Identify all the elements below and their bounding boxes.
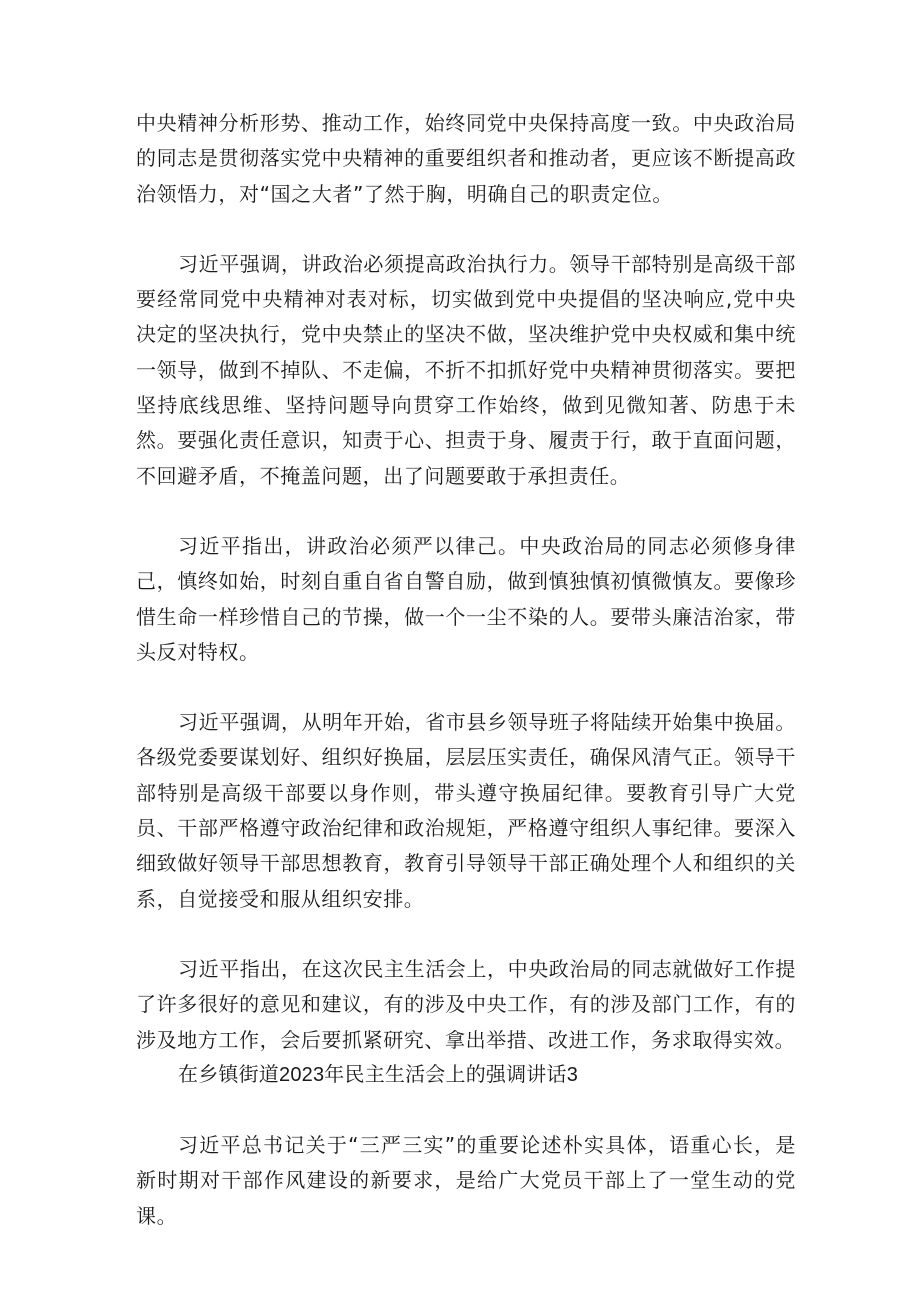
paragraph-2: 习近平强调，讲政治必须提高政治执行力。领导干部特别是高级干部要经常同党中央精神对表对标，切实做到党中央提倡的坚决响应,党中央决定的坚决执行，党中央禁止的坚决不做，坚决维护党中央权威和集中统一领导，做到不掉队、不走偏，不折不扣抓好党中央精神贯彻落实。要把坚持底线思维、坚持问题导向贯穿工作始终，做到见微知著、防患于未然。要强化责任意识，知责于心、担责于身、履责于行，敢于直面问题，不回避矛盾，不掩盖问题，出了问题要敢于承担责任。 [136,251,796,488]
paragraph-5: 习近平指出，在这次民主生活会上，中央政治局的同志就做好工作提了许多很好的意见和建议，有的涉及中央工作，有的涉及部门工作，有的涉及地方工作，会后要抓紧研究、拿出举措、改进工作，务求取得实效。 [136,956,796,1052]
paragraph-3: 习近平指出，讲政治必须严以律己。中央政治局的同志必须修身律己，慎终如始，时刻自重自省自警自励，做到慎独慎初慎微慎友。要像珍惜生命一样珍惜自己的节操，做一个一尘不染的人。要带头廉洁治家，带头反对特权。 [136,533,796,664]
paragraph-1: 中央精神分析形势、推动工作，始终同党中央保持高度一致。中央政治局的同志是贯彻落实党中央精神的重要组织者和推动者，更应该不断提高政治领悟力，对“国之大者”了然于胸，明确自己的职责定位。 [136,111,796,206]
section-title: 在乡镇街道2023年民主生活会上的强调讲话3 [178,1063,579,1086]
document-body [136,106,796,1234]
paragraph-4: 习近平强调，从明年开始，省市县乡领导班子将陆续开始集中换届。各级党委要谋划好、组织好换届，层层压实责任，确保风清气正。领导干部特别是高级干部要以身作则，带头遵守换届纪律。要教育引导广大党员、干部严格遵守政治纪律和政治规矩，严格遵守组织人事纪律。要深入细致做好领导干部思想教育，教育引导领导干部正确处理个人和组织的关系，自觉接受和服从组织安排。 [136,710,796,911]
paragraph-6: 习近平总书记关于“三严三实”的重要论述朴实具体，语重心长，是新时期对干部作风建设的新要求，是给广大党员干部上了一堂生动的党课。 [136,1133,796,1228]
